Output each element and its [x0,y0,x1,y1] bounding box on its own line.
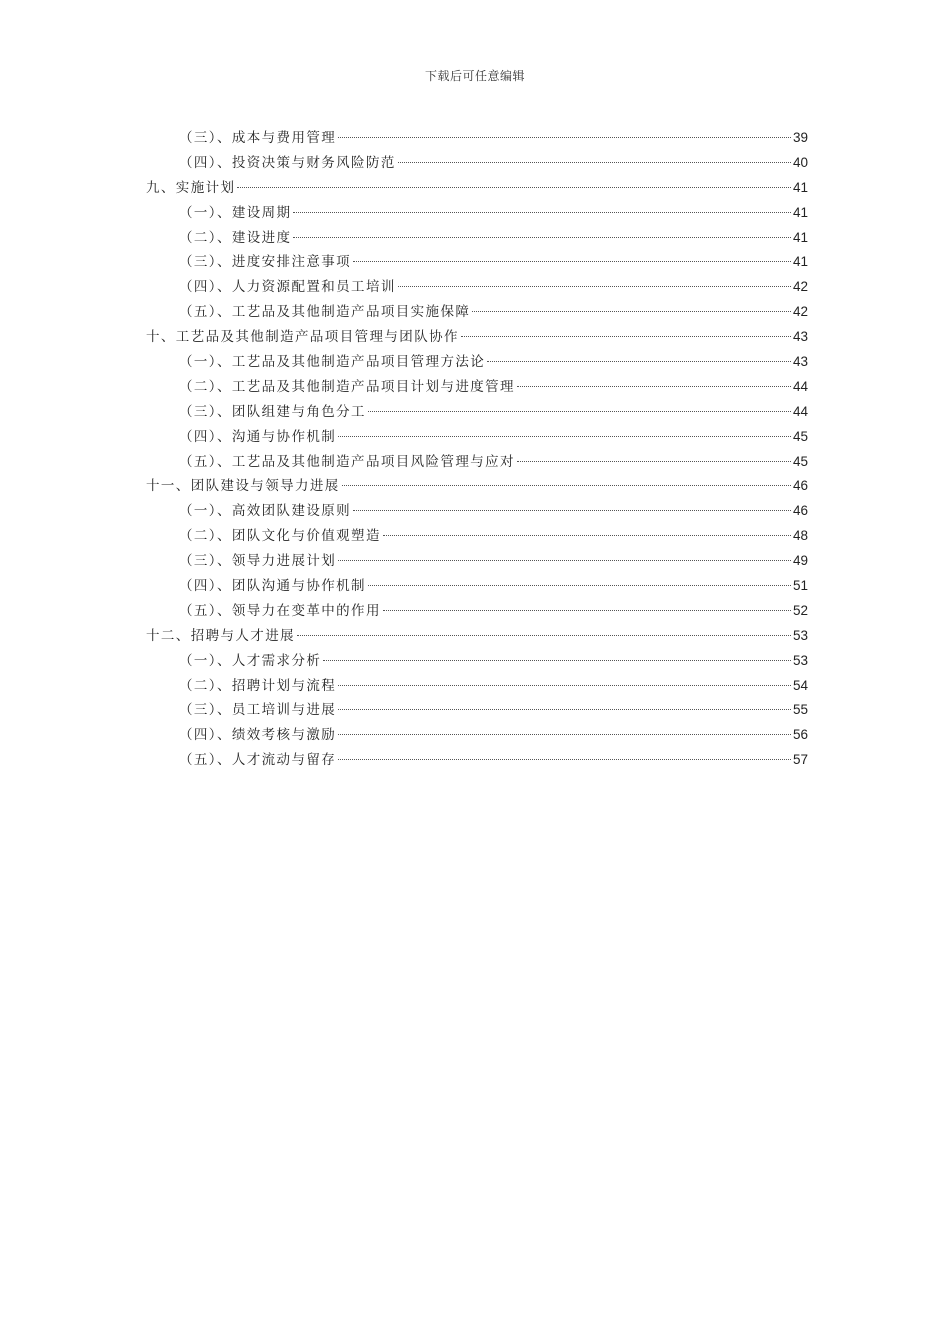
toc-dot-leader [338,709,791,710]
toc-entry-title: （四）、投资决策与财务风险防范 [179,154,396,171]
toc-entry[interactable] [146,674,808,699]
toc-entry-page-number: 40 [792,154,808,170]
toc-entry[interactable] [146,524,808,549]
toc-entry-page-number: 56 [792,727,808,743]
toc-entry-title: （三）、领导力进展计划 [179,553,337,570]
toc-dot-leader [517,386,791,387]
toc-entry-page-number: 55 [792,702,808,718]
toc-entry-page-number: 45 [792,453,808,469]
toc-entry[interactable] [146,723,808,748]
toc-entry-page-number: 53 [792,627,808,643]
toc-entry-title: （五）、工艺品及其他制造产品项目实施保障 [179,304,471,321]
toc-entry-page-number: 41 [792,179,808,195]
toc-entry[interactable] [146,425,808,450]
toc-dot-leader [368,585,791,586]
toc-entry-page-number: 48 [792,528,808,544]
toc-entry-title: （四）、沟通与协作机制 [179,428,337,445]
toc-dot-leader [461,336,791,337]
table-of-contents [146,126,808,773]
toc-dot-leader [293,237,791,238]
toc-dot-leader [472,311,791,312]
toc-entry-title: （五）、人才流动与留存 [179,752,337,769]
toc-entry-title: （四）、人力资源配置和员工培训 [179,279,396,296]
toc-entry-title: （二）、团队文化与价值观塑造 [179,528,381,545]
toc-dot-leader [398,286,791,287]
toc-entry[interactable] [146,698,808,723]
toc-entry-page-number: 39 [792,130,808,145]
toc-entry-title: （一）、工艺品及其他制造产品项目管理方法论 [179,354,486,371]
toc-entry-page-number: 44 [792,378,808,394]
toc-dot-leader [293,212,791,213]
toc-entry[interactable] [146,624,808,649]
page-header: 下载后可任意编辑 [424,69,525,83]
toc-dot-leader [487,361,791,362]
toc-dot-leader [338,560,791,561]
toc-dot-leader [237,187,791,188]
toc-entry-title: （三）、员工培训与进展 [179,702,337,719]
toc-entry-title: 十一、团队建设与领导力进展 [146,478,340,495]
toc-dot-leader [323,660,791,661]
toc-dot-leader [383,610,791,611]
toc-dot-leader [368,411,791,412]
toc-entry[interactable] [146,176,808,201]
toc-entry-page-number: 44 [792,403,808,419]
toc-entry[interactable] [146,300,808,325]
toc-dot-leader [342,485,791,486]
toc-dot-leader [353,510,791,511]
toc-entry-page-number: 53 [792,652,808,668]
toc-entry-title: （三）、团队组建与角色分工 [179,403,366,420]
toc-entry[interactable] [146,226,808,251]
toc-entry-page-number: 42 [792,304,808,320]
toc-dot-leader [338,685,791,686]
toc-entry-page-number: 46 [792,503,808,519]
toc-entry[interactable] [146,499,808,524]
toc-entry-page-number: 43 [792,354,808,370]
toc-entry[interactable] [146,350,808,375]
toc-entry-page-number: 52 [792,602,808,618]
toc-entry[interactable] [146,201,808,226]
toc-entry[interactable] [146,474,808,499]
toc-entry-title: （二）、招聘计划与流程 [179,677,337,694]
toc-dot-leader [383,535,791,536]
toc-entry-page-number: 41 [792,204,808,220]
toc-entry-page-number: 46 [792,478,808,494]
toc-dot-leader [517,461,791,462]
toc-entry-page-number: 54 [792,677,808,693]
toc-entry[interactable] [146,400,808,425]
toc-entry[interactable] [146,151,808,176]
toc-entry-page-number: 51 [792,578,808,594]
toc-entry-title: （五）、工艺品及其他制造产品项目风险管理与应对 [179,453,515,470]
toc-entry-title: （一）、建设周期 [179,204,292,221]
toc-entry-title: （一）、高效团队建设原则 [179,503,352,520]
toc-entry-title: （三）、进度安排注意事项 [179,254,352,271]
toc-dot-leader [338,137,791,138]
toc-dot-leader [338,759,791,760]
toc-entry[interactable] [146,375,808,400]
toc-entry-title: 十、工艺品及其他制造产品项目管理与团队协作 [146,329,459,346]
toc-entry-title: （一）、人才需求分析 [179,652,322,669]
toc-entry-title: 十二、招聘与人才进展 [146,627,295,644]
toc-entry[interactable] [146,250,808,275]
toc-dot-leader [338,436,791,437]
toc-entry[interactable] [146,450,808,475]
toc-dot-leader [338,734,791,735]
toc-entry-title: （四）、绩效考核与激励 [179,727,337,744]
toc-entry-title: 九、实施计划 [146,179,236,196]
toc-entry-page-number: 42 [792,279,808,295]
toc-entry-page-number: 41 [792,229,808,245]
toc-entry[interactable] [146,549,808,574]
toc-dot-leader [353,261,791,262]
toc-entry-page-number: 57 [792,752,808,768]
toc-entry-title: （三）、成本与费用管理 [179,130,337,146]
toc-entry[interactable] [146,599,808,624]
toc-entry-page-number: 43 [792,329,808,345]
toc-entry-page-number: 49 [792,553,808,569]
toc-dot-leader [297,635,791,636]
toc-entry[interactable] [146,126,808,151]
toc-entry[interactable] [146,574,808,599]
toc-entry-title: （二）、建设进度 [179,229,292,246]
toc-entry[interactable] [146,275,808,300]
toc-entry-title: （五）、领导力在变革中的作用 [179,602,381,619]
toc-entry-title: （四）、团队沟通与协作机制 [179,578,366,595]
toc-entry-page-number: 41 [792,254,808,270]
toc-entry-title: （二）、工艺品及其他制造产品项目计划与进度管理 [179,378,515,395]
toc-entry[interactable] [146,748,808,773]
toc-entry-page-number: 45 [792,428,808,444]
toc-dot-leader [398,162,791,163]
toc-entry[interactable] [146,325,808,350]
toc-entry[interactable] [146,649,808,674]
